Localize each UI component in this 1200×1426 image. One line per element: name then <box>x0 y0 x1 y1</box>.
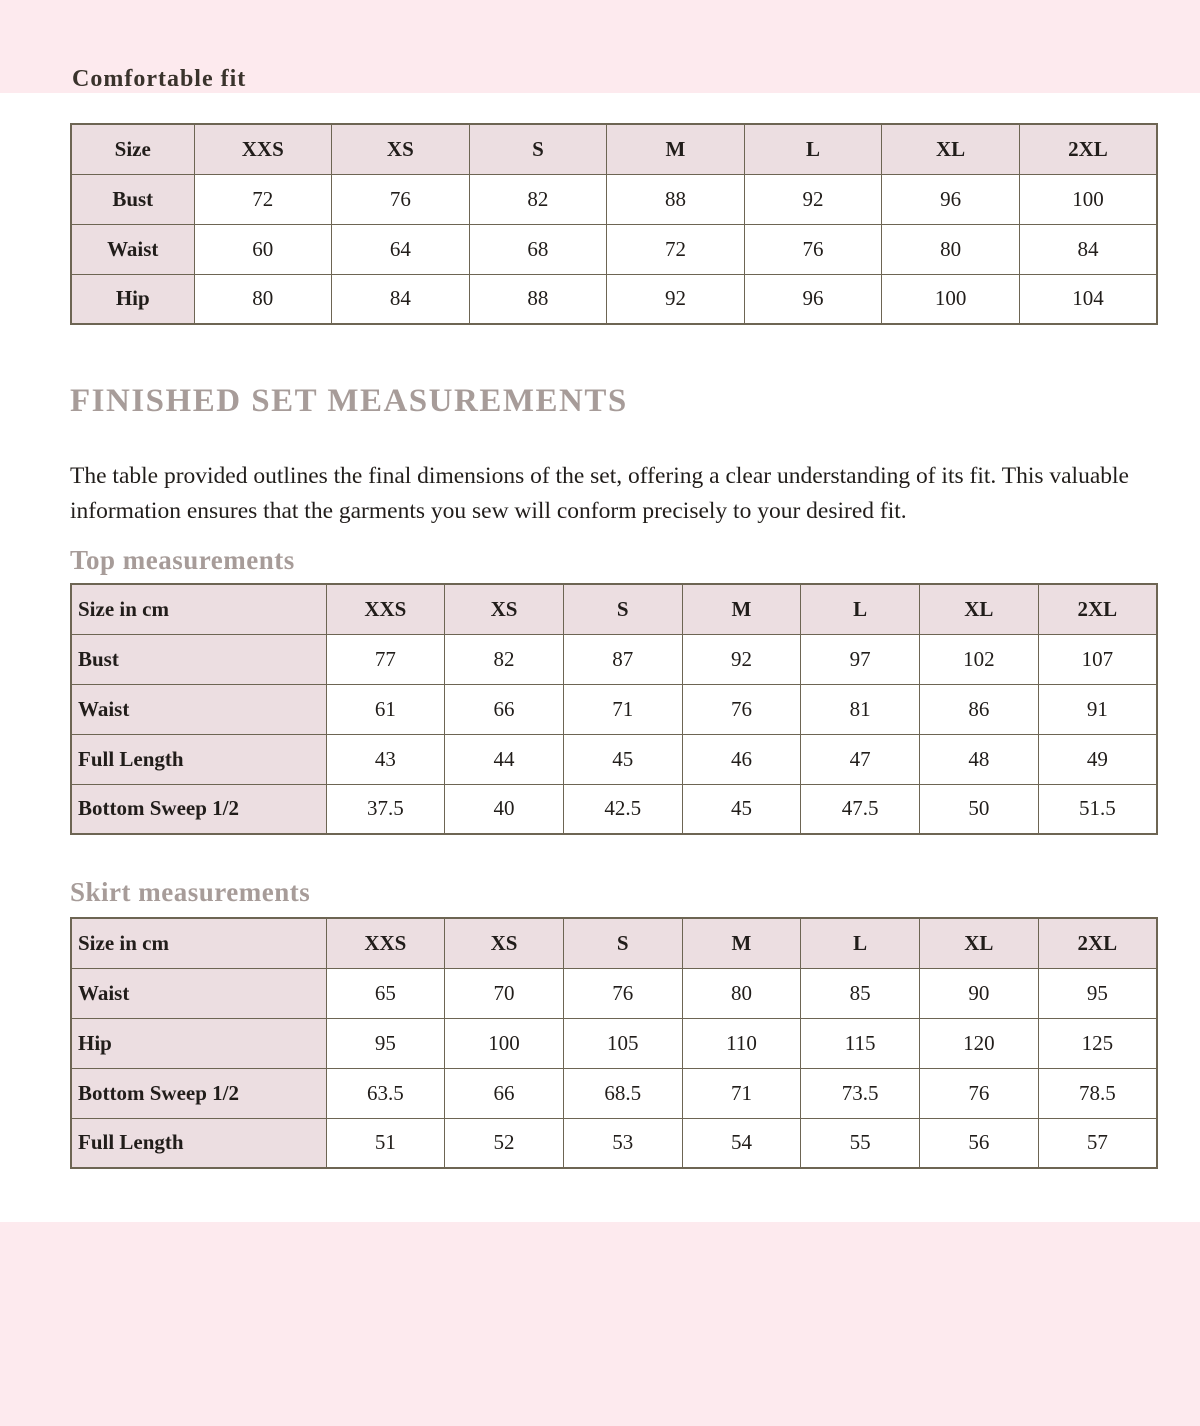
row-label: Waist <box>71 684 326 734</box>
measurement-value: 46 <box>682 734 801 784</box>
table-row <box>71 1118 1157 1168</box>
measurement-value: 42.5 <box>563 784 682 834</box>
measurement-value: 80 <box>682 968 801 1018</box>
measurement-value: 50 <box>920 784 1039 834</box>
measurement-value: 65 <box>326 968 445 1018</box>
row-label: Bottom Sweep 1/2 <box>71 784 326 834</box>
measurement-value: 54 <box>682 1118 801 1168</box>
top-measurements-caption: Top measurements <box>70 545 295 575</box>
measurement-value: 53 <box>563 1118 682 1168</box>
table-row <box>71 1018 1157 1068</box>
measurement-value: 88 <box>469 274 607 324</box>
row-label: Bust <box>71 174 194 224</box>
size-column-header: S <box>563 918 682 968</box>
size-column-header: XL <box>882 124 1020 174</box>
measurement-value: 37.5 <box>326 784 445 834</box>
size-column-header: XXS <box>326 918 445 968</box>
table-row <box>71 784 1157 834</box>
row-label: Waist <box>71 968 326 1018</box>
bottom-pink-band <box>0 1222 1200 1426</box>
measurement-value: 90 <box>920 968 1039 1018</box>
measurement-value: 68.5 <box>563 1068 682 1118</box>
table-row <box>71 968 1157 1018</box>
body-measurements-table <box>70 123 1158 325</box>
size-column-header: XS <box>445 918 564 968</box>
table-corner-label: Size in cm <box>71 918 326 968</box>
measurement-value: 73.5 <box>801 1068 920 1118</box>
measurement-value: 110 <box>682 1018 801 1068</box>
header-row <box>71 584 1157 634</box>
row-label: Bust <box>71 634 326 684</box>
table-row <box>71 734 1157 784</box>
measurement-value: 88 <box>607 174 745 224</box>
measurement-value: 105 <box>563 1018 682 1068</box>
size-column-header: XL <box>920 918 1039 968</box>
row-label: Hip <box>71 274 194 324</box>
measurement-value: 55 <box>801 1118 920 1168</box>
measurement-value: 43 <box>326 734 445 784</box>
measurement-value: 104 <box>1019 274 1157 324</box>
size-column-header: M <box>607 124 745 174</box>
table-corner-label: Size in cm <box>71 584 326 634</box>
size-column-header: XL <box>920 584 1039 634</box>
measurement-value: 47.5 <box>801 784 920 834</box>
intro-paragraph: The table provided outlines the final dimensions of the set, offering a clear understanding of its fit. This valuable information ensures that the garments you sew will conform precisely to your desired fit. <box>70 463 1129 524</box>
measurement-value: 96 <box>882 174 1020 224</box>
measurement-value: 51.5 <box>1038 784 1157 834</box>
clipped-heading <box>72 66 332 93</box>
measurement-value: 49 <box>1038 734 1157 784</box>
measurement-value: 66 <box>445 684 564 734</box>
size-column-header: L <box>801 584 920 634</box>
size-column-header: XS <box>445 584 564 634</box>
table-row <box>71 684 1157 734</box>
measurement-value: 72 <box>607 224 745 274</box>
measurement-value: 76 <box>332 174 470 224</box>
measurement-value: 92 <box>607 274 745 324</box>
measurement-value: 71 <box>682 1068 801 1118</box>
size-column-header: L <box>744 124 882 174</box>
table-row <box>71 224 1157 274</box>
row-label: Full Length <box>71 1118 326 1168</box>
measurement-value: 92 <box>682 634 801 684</box>
measurement-value: 100 <box>445 1018 564 1068</box>
measurement-value: 84 <box>1019 224 1157 274</box>
table-row <box>71 634 1157 684</box>
measurement-value: 95 <box>326 1018 445 1068</box>
measurement-value: 97 <box>801 634 920 684</box>
measurement-value: 102 <box>920 634 1039 684</box>
measurement-value: 52 <box>445 1118 564 1168</box>
measurement-value: 77 <box>326 634 445 684</box>
measurement-value: 81 <box>801 684 920 734</box>
row-label: Bottom Sweep 1/2 <box>71 1068 326 1118</box>
measurement-value: 60 <box>194 224 332 274</box>
size-column-header: 2XL <box>1038 918 1157 968</box>
measurement-value: 100 <box>882 274 1020 324</box>
size-column-header: XXS <box>194 124 332 174</box>
size-column-header: M <box>682 584 801 634</box>
measurement-value: 87 <box>563 634 682 684</box>
measurement-value: 82 <box>445 634 564 684</box>
measurement-value: 76 <box>920 1068 1039 1118</box>
row-label: Hip <box>71 1018 326 1068</box>
measurement-value: 91 <box>1038 684 1157 734</box>
measurement-value: 68 <box>469 224 607 274</box>
table-corner-label: Size <box>71 124 194 174</box>
skirt-measurements-caption: Skirt measurements <box>70 877 311 907</box>
measurement-value: 86 <box>920 684 1039 734</box>
measurement-value: 107 <box>1038 634 1157 684</box>
table-row <box>71 1068 1157 1118</box>
measurement-value: 47 <box>801 734 920 784</box>
measurement-value: 80 <box>194 274 332 324</box>
measurement-value: 45 <box>563 734 682 784</box>
measurement-value: 76 <box>563 968 682 1018</box>
size-column-header: 2XL <box>1019 124 1157 174</box>
size-column-header: XS <box>332 124 470 174</box>
measurement-value: 115 <box>801 1018 920 1068</box>
measurement-value: 78.5 <box>1038 1068 1157 1118</box>
measurement-value: 125 <box>1038 1018 1157 1068</box>
measurement-value: 51 <box>326 1118 445 1168</box>
measurement-value: 100 <box>1019 174 1157 224</box>
measurement-value: 95 <box>1038 968 1157 1018</box>
size-column-header: 2XL <box>1038 584 1157 634</box>
measurement-value: 45 <box>682 784 801 834</box>
measurement-value: 56 <box>920 1118 1039 1168</box>
measurement-value: 72 <box>194 174 332 224</box>
size-column-header: XXS <box>326 584 445 634</box>
measurement-value: 48 <box>920 734 1039 784</box>
table-row <box>71 174 1157 224</box>
measurement-value: 57 <box>1038 1118 1157 1168</box>
measurement-value: 71 <box>563 684 682 734</box>
measurement-value: 70 <box>445 968 564 1018</box>
measurement-value: 84 <box>332 274 470 324</box>
row-label: Full Length <box>71 734 326 784</box>
size-column-header: S <box>563 584 682 634</box>
header-row <box>71 124 1157 174</box>
skirt-measurements-table <box>70 917 1158 1169</box>
top-measurements-table <box>70 583 1158 835</box>
measurement-value: 40 <box>445 784 564 834</box>
measurement-value: 82 <box>469 174 607 224</box>
size-column-header: S <box>469 124 607 174</box>
table-row <box>71 274 1157 324</box>
measurement-value: 61 <box>326 684 445 734</box>
clipped-heading-text: Comfortable fit <box>72 66 247 92</box>
measurement-value: 44 <box>445 734 564 784</box>
measurement-value: 64 <box>332 224 470 274</box>
measurement-value: 76 <box>682 684 801 734</box>
measurement-value: 85 <box>801 968 920 1018</box>
measurement-value: 63.5 <box>326 1068 445 1118</box>
section-heading: FINISHED SET MEASUREMENTS <box>70 383 628 419</box>
header-row <box>71 918 1157 968</box>
row-label: Waist <box>71 224 194 274</box>
measurement-value: 76 <box>744 224 882 274</box>
measurement-value: 120 <box>920 1018 1039 1068</box>
measurement-value: 96 <box>744 274 882 324</box>
measurement-value: 66 <box>445 1068 564 1118</box>
size-column-header: M <box>682 918 801 968</box>
size-column-header: L <box>801 918 920 968</box>
measurement-value: 80 <box>882 224 1020 274</box>
measurement-value: 92 <box>744 174 882 224</box>
